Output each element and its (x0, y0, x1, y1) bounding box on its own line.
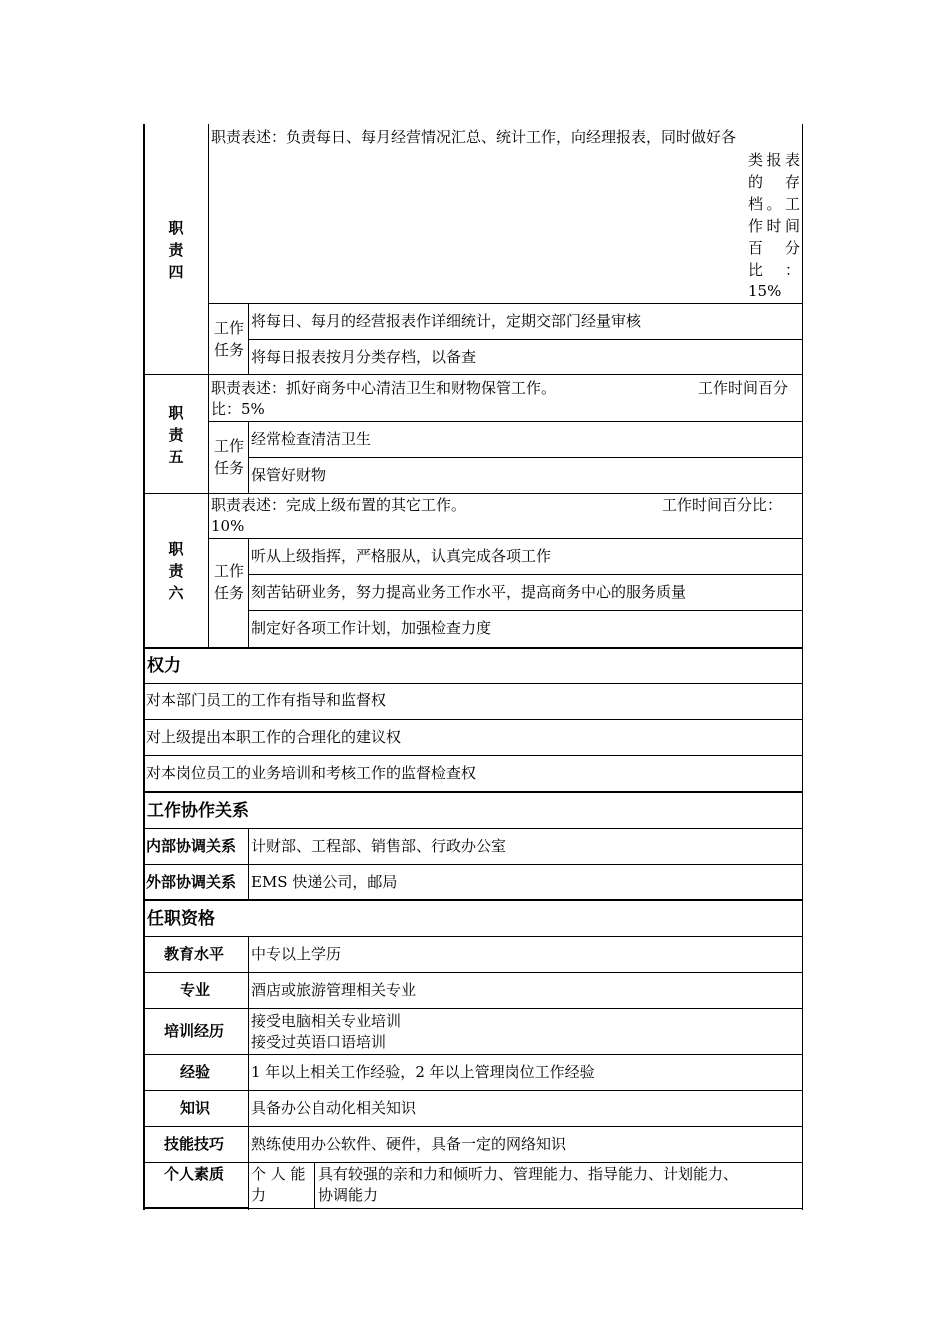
d6-desc-bottom (208, 538, 802, 539)
qual-top (143, 899, 803, 901)
major-label: 专业 (180, 981, 211, 999)
coop-label-col-line (248, 828, 249, 900)
experience-label: 经验 (180, 1063, 211, 1081)
task-label-col-line-d6 (248, 538, 249, 648)
internal-relation-label: 内部协调关系 (146, 837, 237, 855)
duty-four-task-1: 将每日、每月的经营报表作详细统计，定期交部门经量审核 (251, 312, 642, 330)
personal-ability-value-2: 协调能力 (318, 1186, 379, 1204)
duty-four-description: 职责表述：负责每日、每月经营情况汇总、统计工作，向经理报表，同时做好各 (211, 128, 737, 146)
duty-five-label: 职责五 (168, 404, 184, 466)
d5-bottom (143, 493, 802, 494)
training-value-2: 接受过英语口语培训 (251, 1033, 387, 1051)
d6-task1-bottom (248, 574, 802, 575)
d5-desc-bottom (208, 421, 802, 422)
duty-six-label: 职责六 (168, 540, 184, 602)
d4-desc-bottom (208, 303, 802, 304)
outer-right-border (802, 124, 803, 1210)
qual-experience-bottom (143, 1090, 802, 1091)
duty-five-task-2: 保管好财物 (251, 466, 327, 484)
duty-four-task-2: 将每日报表按月分类存档，以备查 (251, 348, 477, 366)
coop-internal-bottom (143, 864, 802, 865)
coop-top (143, 791, 803, 793)
bottom-border-left (143, 1207, 249, 1209)
duty-four-percentage: 15% (748, 282, 782, 300)
experience-value: 1 年以上相关工作经验，2 年以上管理岗位工作经验 (251, 1063, 595, 1081)
coop-title-bottom (143, 828, 802, 829)
personal-ability-sublabel-1: 个 人 能 (251, 1165, 306, 1183)
personal-quality-label: 个人素质 (164, 1165, 225, 1183)
training-label: 培训经历 (164, 1022, 225, 1040)
d5-task1-bottom (248, 457, 802, 458)
d4-task1-bottom (248, 339, 802, 340)
duty-six-task-label: 工作任务 (213, 562, 244, 602)
duty-four-description-cont-3: 档。工 (748, 195, 800, 213)
education-label: 教育水平 (164, 945, 225, 963)
power-section-title: 权力 (147, 656, 181, 676)
qual-major-bottom (143, 1008, 802, 1009)
duty-six-percent-label: 工作时间百分比： (662, 496, 783, 514)
personal-sub-col-line (314, 1162, 315, 1208)
power-title-bottom (143, 683, 802, 684)
personal-ability-value-1: 具有较强的亲和力和倾听力、管理能力、指导能力、计划能力、 (318, 1165, 739, 1183)
knowledge-label: 知识 (180, 1099, 211, 1117)
duty-six-task-2: 刻苦钻研业务，努力提高业务工作水平，提高商务中心的服务质量 (251, 583, 687, 601)
cooperation-section-title: 工作协作关系 (147, 801, 249, 821)
education-value: 中专以上学历 (251, 945, 342, 963)
bottom-border-right (248, 1208, 802, 1209)
personal-ability-sublabel-2: 力 (251, 1186, 267, 1204)
duty-six-percentage: 10% (211, 517, 245, 535)
training-value-1: 接受电脑相关专业培训 (251, 1012, 402, 1030)
duty-four-task-label: 工作任务 (213, 319, 244, 359)
duty-five-task-1: 经常检查清洁卫生 (251, 430, 372, 448)
external-relation-label: 外部协调关系 (146, 873, 237, 891)
duty-six-description: 职责表述：完成上级布置的其它工作。 (211, 496, 467, 514)
power-item-2: 对上级提出本职工作的合理化的建议权 (146, 728, 402, 746)
qual-knowledge-bottom (143, 1126, 802, 1127)
d4-bottom (143, 374, 802, 375)
duty-five-task-label: 工作任务 (213, 437, 244, 477)
internal-relation-value: 计财部、工程部、销售部、行政办公室 (251, 837, 507, 855)
qual-skills-bottom (143, 1162, 802, 1163)
power-item-3: 对本岗位员工的业务培训和考核工作的监督检查权 (146, 764, 477, 782)
outer-left-border (143, 124, 145, 1210)
duty-five-percent-label: 工作时间百分 (698, 379, 789, 397)
qualification-section-title: 任职资格 (147, 909, 215, 929)
duty-four-description-cont-5: 百 分 (748, 239, 800, 257)
duty-four-label: 职责四 (168, 219, 184, 281)
power-item-1: 对本部门员工的工作有指导和监督权 (146, 691, 387, 709)
major-value: 酒店或旅游管理相关专业 (251, 981, 417, 999)
duty-six-task-3: 制定好各项工作计划，加强检查力度 (251, 619, 492, 637)
power-item1-bottom (143, 719, 802, 720)
power-item2-bottom (143, 755, 802, 756)
knowledge-value: 具备办公自动化相关知识 (251, 1099, 417, 1117)
external-relation-value: EMS 快递公司，邮局 (251, 873, 398, 891)
d6-task2-bottom (248, 610, 802, 611)
duty-six-task-1: 听从上级指挥，严格服从，认真完成各项工作 (251, 547, 552, 565)
qual-title-bottom (143, 936, 802, 937)
skills-value: 熟练使用办公软件、硬件，具备一定的网络知识 (251, 1135, 567, 1153)
duty-five-percentage: 比：5% (211, 400, 265, 418)
duty-four-description-cont-1: 类报表 (748, 151, 800, 169)
duty-four-description-cont-2: 的 存 (748, 173, 800, 191)
qual-training-bottom (143, 1054, 802, 1055)
duty-five-description: 职责表述：抓好商务中心清洁卫生和财物保管工作。 (211, 379, 557, 397)
qual-education-bottom (143, 972, 802, 973)
duty-four-description-cont-6: 比 ： (748, 261, 800, 279)
power-top (143, 647, 803, 649)
duty-label-col-line (208, 124, 209, 648)
skills-label: 技能技巧 (164, 1135, 225, 1153)
qual-label-col-line (248, 936, 249, 1210)
duty-four-description-cont-4: 作时间 (748, 217, 800, 235)
